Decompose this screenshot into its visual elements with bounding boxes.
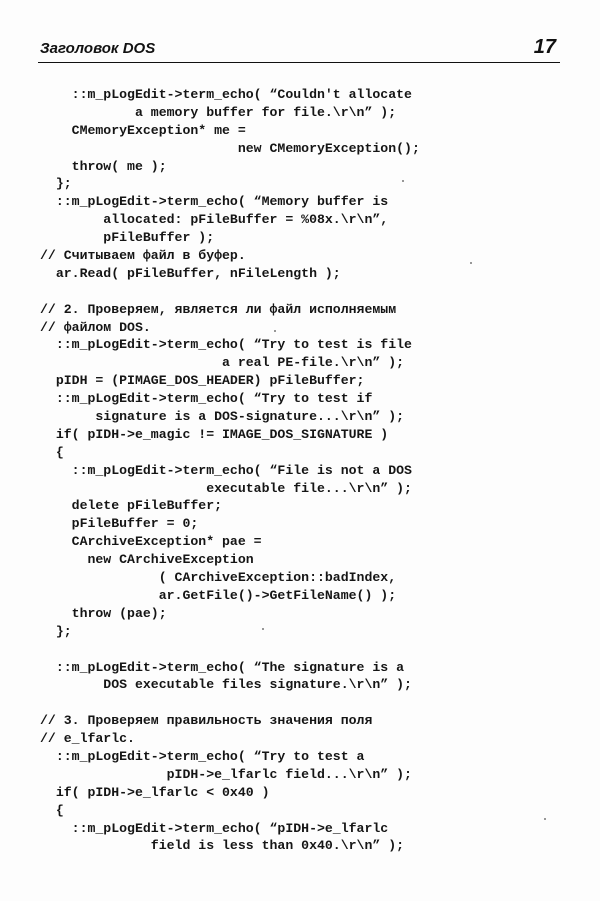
page-number: 17 [533, 36, 556, 58]
blank-line [40, 694, 570, 712]
code-line: ::m_pLogEdit->term_echo( “Try to test is file [40, 337, 412, 353]
print-speck [274, 330, 276, 332]
header-rule [38, 62, 560, 63]
code-line: new CMemoryException(); [40, 140, 420, 156]
code-line: if( pIDH->e_lfarlc < 0x40 ) [40, 784, 270, 800]
code-listing [40, 86, 570, 855]
code-line: pFileBuffer ); [40, 230, 215, 246]
code-line: field is less than 0x40.\r\n” ); [40, 838, 405, 854]
code-line: }; [40, 623, 72, 639]
code-line: { [40, 802, 64, 818]
code-line: a real PE-file.\r\n” ); [40, 355, 405, 371]
code-line: DOS executable files signature.\r\n” ); [40, 677, 412, 693]
code-line: // 3. Проверяем правильность значения поля [40, 713, 373, 729]
code-line: ::m_pLogEdit->term_echo( “Try to test a [40, 748, 365, 764]
code-line: pFileBuffer = 0; [40, 516, 199, 532]
code-line: a memory buffer for file.\r\n” ); [40, 104, 397, 120]
code-line: ( CArchiveException::badIndex, [40, 570, 397, 586]
code-line: signature is a DOS-signature...\r\n” ); [40, 409, 405, 425]
code-line: executable file...\r\n” ); [40, 480, 412, 496]
code-line: { [40, 444, 64, 460]
code-line: ar.Read( pFileBuffer, nFileLength ); [40, 265, 341, 281]
print-speck [470, 262, 472, 264]
code-line: // e_lfarlc. [40, 731, 135, 747]
code-line: throw( me ); [40, 158, 167, 174]
code-line: ::m_pLogEdit->term_echo( “pIDH->e_lfarlc [40, 820, 389, 836]
print-speck [544, 818, 546, 820]
code-line: // файлом DOS. [40, 319, 151, 335]
code-line: ar.GetFile()->GetFileName() ); [40, 587, 397, 603]
running-header-title: Заголовок DOS [40, 40, 156, 57]
code-line: ::m_pLogEdit->term_echo( “Memory buffer is [40, 194, 389, 210]
code-line: CMemoryException* me = [40, 122, 246, 138]
print-speck [402, 180, 404, 182]
blank-line [40, 283, 570, 301]
code-line: if( pIDH->e_magic != IMAGE_DOS_SIGNATURE ) [40, 426, 389, 442]
code-line: new CArchiveException [40, 552, 254, 568]
code-line: ::m_pLogEdit->term_echo( “File is not a DOS [40, 462, 412, 478]
code-line: allocated: pFileBuffer = %08x.\r\n”, [40, 212, 389, 228]
code-line: // Считываем файл в буфер. [40, 248, 246, 264]
code-line: ::m_pLogEdit->term_echo( “Try to test if [40, 391, 373, 407]
code-line: pIDH = (PIMAGE_DOS_HEADER) pFileBuffer; [40, 373, 365, 389]
print-speck [262, 628, 264, 630]
code-line: ::m_pLogEdit->term_echo( “The signature is a [40, 659, 405, 675]
code-line: pIDH->e_lfarlc field...\r\n” ); [40, 766, 412, 782]
code-line: throw (pae); [40, 605, 167, 621]
code-line: }; [40, 176, 72, 192]
code-line: // 2. Проверяем, является ли файл исполняемым [40, 301, 397, 317]
blank-line [40, 641, 570, 659]
code-line: CArchiveException* pae = [40, 534, 262, 550]
code-line: delete pFileBuffer; [40, 498, 223, 514]
code-line: ::m_pLogEdit->term_echo( “Couldn't allocate [40, 87, 412, 102]
